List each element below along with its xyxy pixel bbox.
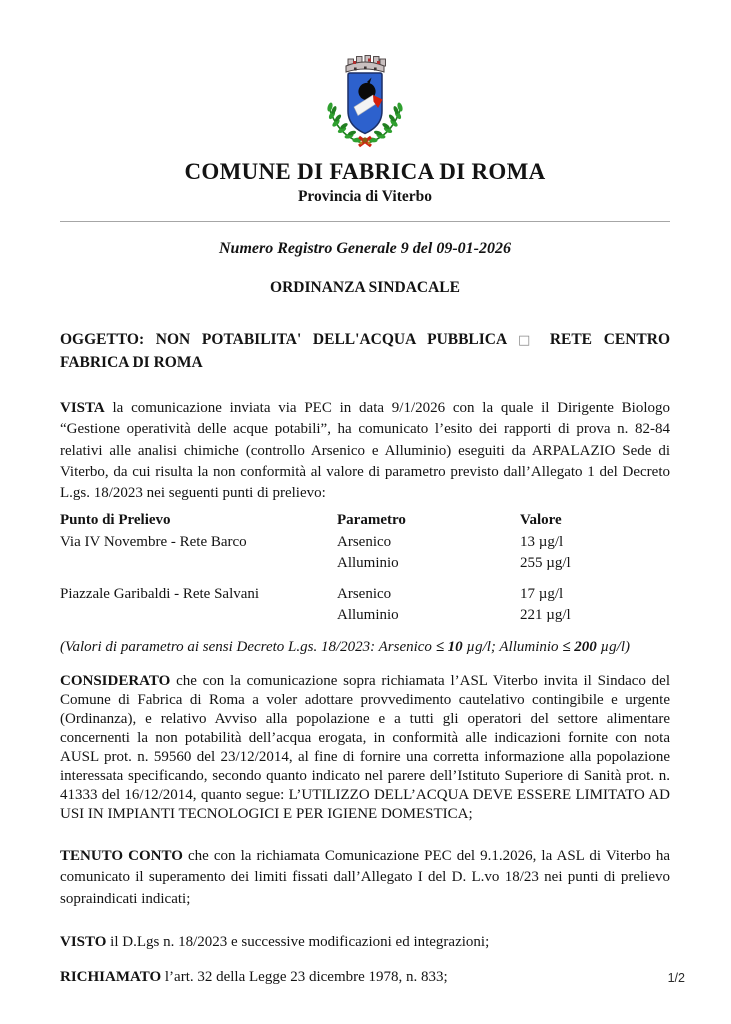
- sampling-table: [60, 510, 670, 627]
- parameter-value: 17 µg/l: [520, 585, 564, 602]
- shield: [348, 73, 383, 134]
- paragraph-tenuto-conto: [60, 846, 670, 910]
- paragraph-visto-lead: VISTO: [60, 933, 107, 950]
- municipality-title: COMUNE DI FABRICA DI ROMA: [184, 159, 546, 184]
- paragraph-vista: [60, 398, 670, 504]
- paragraph-vista-lead: VISTA: [60, 400, 105, 416]
- sampling-point: Via IV Novembre - Rete Barco: [60, 533, 247, 550]
- paragraph-tenuto-conto-lead: TENUTO CONTO: [60, 847, 183, 864]
- table-row: [60, 532, 670, 554]
- province-subtitle: Provincia di Viterbo: [297, 188, 433, 205]
- parameter-name: Alluminio: [337, 607, 399, 624]
- parameter-value: 255 µg/l: [520, 555, 571, 572]
- table-row: [60, 584, 670, 606]
- header-divider: [60, 221, 670, 222]
- registry-number-line: Numero Registro Generale 9 del 09-01-2026: [219, 240, 511, 257]
- paragraph-considerato: [60, 672, 670, 824]
- subject-block: [60, 329, 670, 374]
- table-row: [60, 605, 670, 627]
- parameter-value: 221 µg/l: [520, 607, 571, 624]
- column-header-punto: Punto di Prelievo: [60, 512, 171, 529]
- paragraph-visto: [60, 932, 670, 953]
- column-header-valore: Valore: [520, 512, 562, 529]
- paragraph-tenuto-conto-text: che con la richiamata Comunicazione PEC del 9.1.2026, la ASL di Viterbo ha comunicato il superamento dei limiti fissati dall’Allegato I del D. L.vo 18/23 nei punti di prelievo sopraindicati indicati;: [60, 847, 670, 907]
- subject-line-1: [60, 329, 670, 352]
- subject-text-pre: OGGETTO: NON POTABILITA' DELL'ACQUA PUBBLICA: [60, 331, 507, 348]
- paragraph-richiamato: [60, 967, 670, 988]
- act-type-heading: ORDINANZA SINDACALE: [270, 279, 460, 296]
- table-row: [60, 553, 670, 575]
- ribbon: [359, 137, 371, 146]
- paragraph-visto-text: il D.Lgs n. 18/2023 e successive modificazioni ed integrazioni;: [106, 933, 490, 950]
- parameter-name: Alluminio: [337, 555, 399, 572]
- paragraph-vista-text: la comunicazione inviata via PEC in data 9/1/2026 con la quale il Dirigente Biologo “Gestione operatività delle acque potabili”, ha comunicato l’esito dei rapporti di prova n. 82-84 relativi alle analisi chimiche (controllo Arsenico e Alluminio) eseguiti da ARPALAZIO Sede di Viterbo, da cui risulta la non conformità al valore di parametro previsto dall’Allegato 1 del Decreto L.gs. 18/2023 nei seguenti punti di prelievo:: [60, 400, 670, 502]
- missing-glyph-box: □: [518, 333, 539, 348]
- mural-crown: [346, 56, 386, 73]
- parameter-name: Arsenico: [337, 585, 392, 602]
- parameter-name: Arsenico: [337, 533, 392, 550]
- paragraph-richiamato-lead: RICHIAMATO: [60, 969, 162, 986]
- paragraph-considerato-lead: CONSIDERATO: [60, 672, 171, 689]
- subject-text-post: RETE CENTRO: [549, 331, 671, 348]
- paragraph-richiamato-text: l’art. 32 della Legge 23 dicembre 1978, n. 833;: [161, 969, 448, 986]
- paragraph-considerato-text: che con la comunicazione sopra richiamata l’ASL Viterbo invita il Sindaco del Comune di Fabrica di Roma a voler adottare provvedimento cautelativo contingibile e urgente (Ordinanza), e relativo Avviso alla popolazione e a tutti gli operatori del settore alimentare concernenti la non potabilità dell’acqua erogata, in conformità alle indicazioni fornite con nota AUSL prot. n. 59560 del 23/12/2014, al fine di fornire una corretta informazione alla popolazione interessata specificando, secondo quanto indicato nel parere dell’Istituto Superiore di Sanità prot. n. 41333 del 16/12/2014, quanto segue: L’UTILIZZO DELL’ACQUA DEVE ESSERE LIMITATO AD USI IN IMPIANTI TECNOLOGICI E PER IGIENE DOMESTICA;: [60, 672, 670, 822]
- page-number: 1/2: [667, 971, 685, 985]
- column-header-parametro: Parametro: [337, 512, 406, 529]
- parameter-limits-note: (Valori di parametro ai sensi Decreto L.gs. 18/2023: Arsenico ≤ 10 µg/l; Alluminio ≤ 200 µg/l): [60, 638, 631, 655]
- coat-of-arms-icon: [317, 45, 413, 151]
- sampling-point: Piazzale Garibaldi - Rete Salvani: [60, 585, 260, 602]
- subject-line-2: FABRICA DI ROMA: [60, 354, 203, 371]
- parameter-value: 13 µg/l: [520, 533, 564, 550]
- sampling-table-header: [60, 510, 670, 532]
